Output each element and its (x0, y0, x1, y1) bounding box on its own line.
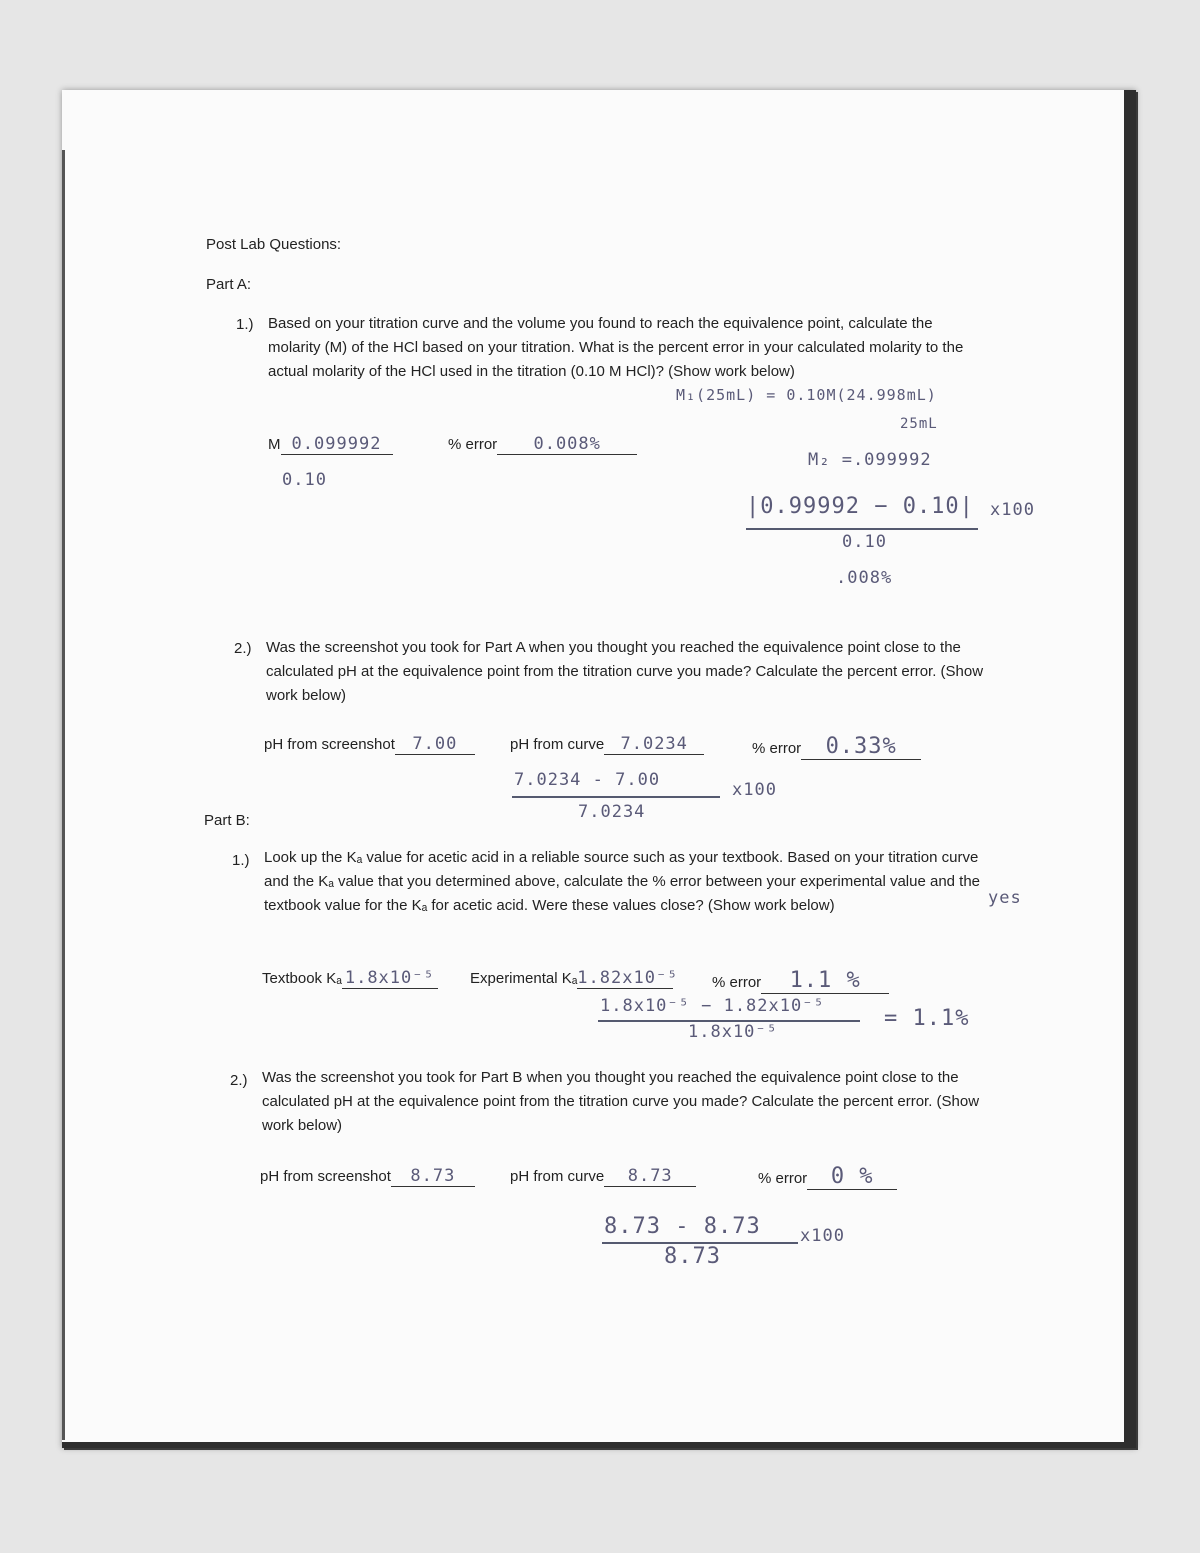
work-error-result: .008% (836, 568, 893, 588)
part-b-q2-error-value[interactable]: 0 % (807, 1164, 897, 1190)
part-a-q2-number: 2.) (234, 640, 252, 657)
error-label: % error (752, 740, 802, 757)
part-b-q1-error-value[interactable]: 1.1 % (761, 968, 889, 994)
part-b-q2-error-field (758, 1164, 897, 1190)
part-b-q1-work-numerator: 1.8x10⁻⁵ − 1.82x10⁻⁵ (600, 996, 825, 1016)
experimental-ka-label: Experimental Kₐ (470, 970, 578, 987)
ph-screenshot-label: pH from screenshot (260, 1168, 391, 1185)
page-edge-shadow (62, 150, 65, 1440)
part-b-ph-screenshot-field (260, 1166, 475, 1187)
part-a-q2-text: Was the screenshot you took for Part A when you thought you reached the equivalence point close to the calculated pH at the equivalence point from the titration curve you made? Calculate the percent error. (Show work below) (266, 639, 984, 704)
part-b-q2-work-denominator: 8.73 (664, 1244, 721, 1269)
part-a-ph-curve-value[interactable]: 7.0234 (604, 734, 704, 755)
part-a-q1-error-field (448, 434, 637, 455)
molarity-actual-note: 0.10 (282, 470, 327, 490)
work-fraction-line (746, 528, 978, 530)
experimental-ka-value[interactable]: 1.82x10⁻⁵ (577, 968, 679, 988)
part-b-q1-number: 1.) (232, 852, 250, 869)
part-a-ph-curve-field (510, 734, 704, 755)
work-error-numerator: |0.99992 − 0.10| (746, 494, 974, 519)
molarity-label: M (268, 436, 281, 453)
part-a-q2-work-multiplier: x100 (732, 780, 777, 800)
part-b-q2-work-numerator: 8.73 - 8.73 (604, 1214, 761, 1239)
part-a-q2-error-value[interactable]: 0.33% (801, 734, 921, 760)
work-dilution-denominator: 25mL (900, 416, 938, 432)
part-a-q1-error-value[interactable]: 0.008% (497, 434, 637, 455)
part-b-q2-text: Was the screenshot you took for Part B when you thought you reached the equivalence point close to the calculated pH at the equivalence point from the titration curve you made? Calculate the percent error. (Show work below) (262, 1069, 980, 1134)
part-a-q2-fraction-line (512, 796, 720, 798)
work-error-multiplier: x100 (990, 500, 1035, 520)
part-b-q1-work-result: = 1.1% (884, 1006, 970, 1031)
error-label: % error (758, 1170, 808, 1187)
part-a-q2-work-denominator: 7.0234 (578, 802, 646, 822)
part-a-label: Part A: (206, 276, 252, 293)
part-b-q1-text: Look up the Kₐ value for acetic acid in a reliable source such as your textbook. Based on your titration curve and the Kₐ value that you determined above, calculate the % error between your experimental value and the textbook value for the Kₐ for acetic acid. Were these values close? (Show work below) (264, 849, 981, 914)
textbook-ka-field (262, 968, 438, 989)
worksheet-page (62, 90, 1136, 1448)
part-b-ph-screenshot-value[interactable]: 8.73 (391, 1166, 475, 1187)
part-a-ph-screenshot-field (264, 734, 475, 755)
textbook-ka-label: Textbook Kₐ (262, 970, 342, 987)
part-b-label: Part B: (204, 812, 250, 829)
part-b-q1-close-answer: yes (988, 888, 1022, 908)
page-title: Post Lab Questions: (206, 236, 342, 253)
work-error-denominator: 0.10 (842, 532, 887, 552)
molarity-value[interactable]: 0.099992 (281, 434, 393, 455)
experimental-ka-field (470, 968, 679, 989)
work-line-dilution: M₁(25mL) = 0.10M(24.998mL) (676, 386, 937, 404)
error-label: % error (712, 974, 762, 991)
part-a-ph-screenshot-value[interactable]: 7.00 (395, 734, 475, 755)
part-b-q1-error-field (712, 968, 889, 994)
ph-curve-label: pH from curve (510, 736, 605, 753)
part-a-q1-text: Based on your titration curve and the volume you found to reach the equivalence point, calculate the molarity (M) of the HCl based on your titration. What is the percent error in your calculated molarity to the actual molarity of the HCl used in the titration (0.10 M HCl)? (Show work below) (268, 315, 964, 380)
molarity-field (268, 434, 393, 455)
part-b-q1-work-denominator: 1.8x10⁻⁵ (688, 1022, 778, 1042)
error-label: % error (448, 436, 498, 453)
part-a-q2-error-field (752, 734, 921, 760)
part-a-q2-work-numerator: 7.0234 - 7.00 (514, 770, 661, 790)
part-a-q1-number: 1.) (236, 316, 254, 333)
part-b-q2-work-multiplier: x100 (800, 1226, 845, 1246)
part-b-ph-curve-value[interactable]: 8.73 (604, 1166, 696, 1187)
part-b-ph-curve-field (510, 1166, 696, 1187)
ph-curve-label: pH from curve (510, 1168, 605, 1185)
textbook-ka-value[interactable]: 1.8x10⁻⁵ (342, 968, 438, 989)
part-b-q2-number: 2.) (230, 1072, 248, 1089)
work-line-molarity: M₂ =.099992 (808, 450, 932, 470)
ph-screenshot-label: pH from screenshot (264, 736, 395, 753)
